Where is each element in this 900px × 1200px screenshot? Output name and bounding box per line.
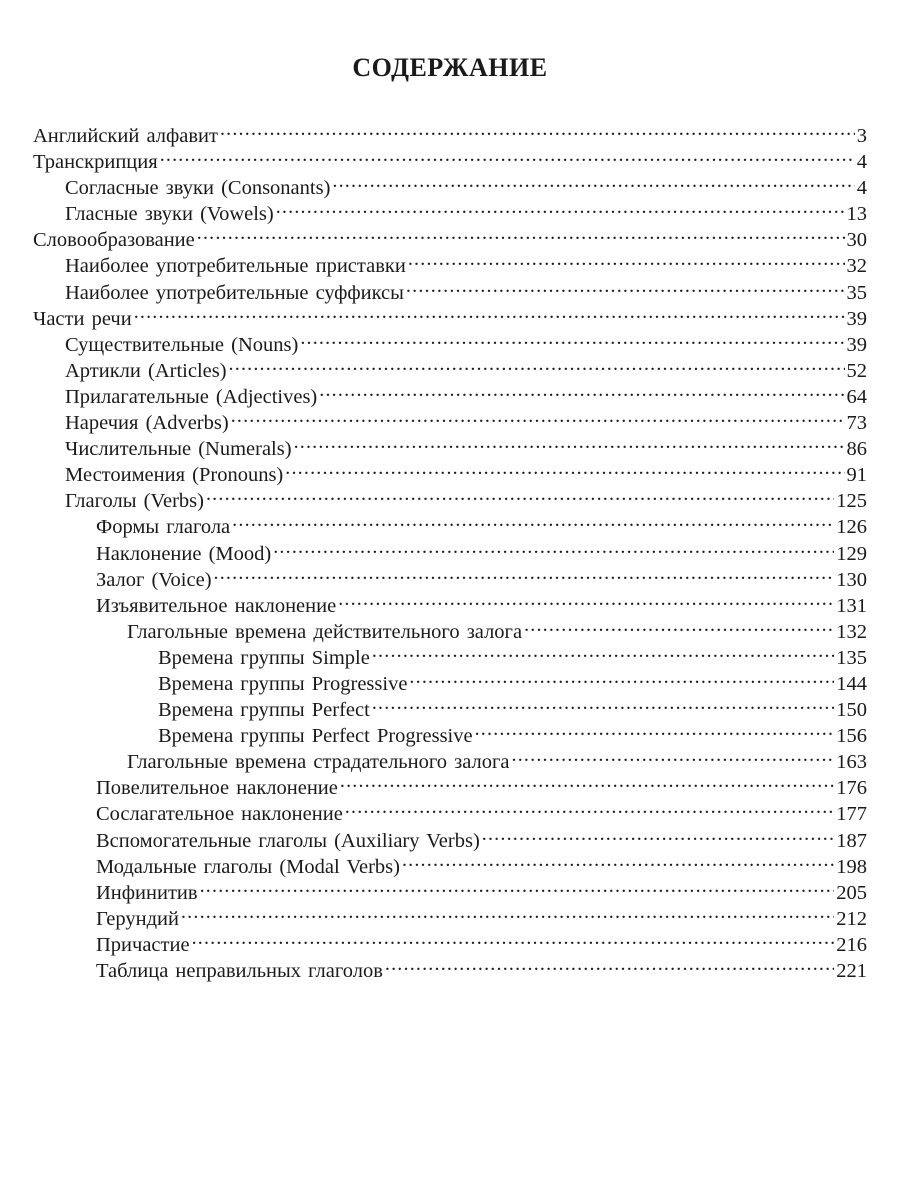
toc-entry-title: Местоимения (Pronouns) bbox=[65, 464, 284, 487]
dot-leader bbox=[181, 899, 834, 925]
toc-entry-page: 13 bbox=[846, 203, 867, 226]
toc-entry-page: 125 bbox=[836, 490, 867, 513]
toc-entry-page: 35 bbox=[846, 281, 867, 304]
dot-leader bbox=[285, 455, 844, 481]
toc-entry-title: Словообразование bbox=[33, 229, 195, 252]
toc-entry-title: Времена группы Progressive bbox=[158, 672, 408, 695]
dot-leader bbox=[372, 638, 834, 664]
toc-entry-page: 187 bbox=[836, 829, 867, 852]
toc-entry-page: 163 bbox=[836, 751, 867, 774]
toc-entry-title: Наиболее употребительные суффиксы bbox=[65, 281, 404, 304]
dot-leader bbox=[200, 873, 835, 899]
toc-entry bbox=[33, 299, 867, 330]
toc-entry-page: 39 bbox=[846, 333, 867, 356]
toc-entry-page: 198 bbox=[836, 855, 867, 878]
toc-entry-title: Согласные звуки (Consonants) bbox=[65, 177, 331, 200]
toc-entry-page: 3 bbox=[856, 125, 867, 147]
toc-entry-page: 4 bbox=[856, 151, 867, 174]
toc-entry-title: Причастие bbox=[96, 933, 190, 956]
toc-entry bbox=[33, 116, 867, 147]
dot-leader bbox=[332, 168, 854, 194]
toc-entry-page: 221 bbox=[836, 960, 867, 982]
dot-leader bbox=[319, 377, 844, 403]
dot-leader bbox=[402, 847, 834, 873]
dot-leader bbox=[475, 716, 835, 742]
dot-leader bbox=[214, 560, 835, 586]
toc-entry-page: 212 bbox=[836, 907, 867, 930]
toc-entry-page: 144 bbox=[836, 672, 867, 695]
toc-entry-page: 131 bbox=[836, 594, 867, 617]
dot-leader bbox=[273, 534, 834, 560]
toc-entry-title: Глаголы (Verbs) bbox=[65, 490, 204, 513]
toc-entry-title: Времена группы Perfect Progressive bbox=[158, 725, 473, 748]
toc-entry-page: 39 bbox=[846, 307, 867, 330]
dot-leader bbox=[338, 586, 834, 612]
toc-entry-page: 73 bbox=[846, 412, 867, 435]
dot-leader bbox=[408, 246, 845, 272]
toc-entry-title: Герундий bbox=[96, 907, 179, 930]
dot-leader bbox=[345, 794, 834, 820]
toc-entry-page: 30 bbox=[846, 229, 867, 252]
dot-leader bbox=[300, 325, 844, 351]
dot-leader bbox=[482, 821, 834, 847]
toc-entry-title: Транскрипция bbox=[33, 151, 158, 174]
toc-entry-title: Глагольные времена действительного залога bbox=[127, 620, 523, 643]
toc-entry-title: Таблица неправильных глаголов bbox=[96, 960, 383, 982]
toc-entry-page: 64 bbox=[846, 385, 867, 408]
toc-entry-page: 91 bbox=[846, 464, 867, 487]
dot-leader bbox=[197, 220, 845, 246]
toc-entry-page: 156 bbox=[836, 725, 867, 748]
toc-entry-page: 176 bbox=[836, 777, 867, 800]
dot-leader bbox=[385, 951, 834, 977]
toc-entry-title: Наклонение (Mood) bbox=[96, 542, 272, 565]
toc-entry-title: Сослагательное наклонение bbox=[96, 803, 343, 826]
dot-leader bbox=[340, 768, 834, 794]
toc-entry-title: Английский алфавит bbox=[33, 125, 218, 147]
toc-entry-page: 135 bbox=[836, 646, 867, 669]
dot-leader bbox=[220, 116, 855, 142]
toc-entry bbox=[33, 325, 867, 356]
toc-entry-page: 132 bbox=[836, 620, 867, 643]
toc-entry-title: Инфинитив bbox=[96, 881, 198, 904]
dot-leader bbox=[512, 742, 835, 768]
toc-entry-title: Наиболее употребительные приставки bbox=[65, 255, 406, 278]
toc-entry-title: Гласные звуки (Vowels) bbox=[65, 203, 274, 226]
toc-entry-title: Повелительное наклонение bbox=[96, 777, 338, 800]
toc-entry-title: Времена группы Simple bbox=[158, 646, 370, 669]
dot-leader bbox=[192, 925, 835, 951]
toc-entry-title: Существительные (Nouns) bbox=[65, 333, 299, 356]
toc-entry-page: 129 bbox=[836, 542, 867, 565]
dot-leader bbox=[406, 273, 845, 299]
dot-leader bbox=[231, 403, 845, 429]
dot-leader bbox=[409, 664, 834, 690]
toc-entry-title: Глагольные времена страдательного залога bbox=[127, 751, 510, 774]
toc-entry-title: Вспомогательные глаголы (Auxiliary Verbs) bbox=[96, 829, 480, 852]
toc-entry bbox=[33, 168, 867, 200]
page-title: СОДЕРЖАНИЕ bbox=[352, 53, 548, 82]
dot-leader bbox=[206, 481, 834, 507]
toc-entry-title: Формы глагола bbox=[96, 516, 231, 539]
dot-leader bbox=[524, 612, 834, 638]
dot-leader bbox=[276, 194, 845, 220]
toc-entry-title: Модальные глаголы (Modal Verbs) bbox=[96, 855, 400, 878]
toc-entry-page: 4 bbox=[856, 177, 867, 200]
toc-entry-page: 52 bbox=[846, 359, 867, 382]
toc-entry-page: 32 bbox=[846, 255, 867, 278]
toc-entry-page: 216 bbox=[836, 933, 867, 956]
toc-entry-title: Части речи bbox=[33, 307, 132, 330]
toc-entry-title: Прилагательные (Adjectives) bbox=[65, 385, 318, 408]
dot-leader bbox=[232, 507, 834, 533]
dot-leader bbox=[160, 142, 855, 168]
toc-entry-page: 177 bbox=[836, 803, 867, 826]
toc-entry-page: 205 bbox=[836, 881, 867, 904]
toc-entry-title: Числительные (Numerals) bbox=[65, 438, 292, 461]
dot-leader bbox=[294, 429, 845, 455]
toc-entry-title: Времена группы Perfect bbox=[158, 699, 370, 722]
toc-entry-page: 126 bbox=[836, 516, 867, 539]
dot-leader bbox=[372, 690, 834, 716]
table-of-contents bbox=[33, 116, 867, 982]
dot-leader bbox=[229, 351, 845, 377]
dot-leader bbox=[134, 299, 845, 325]
toc-entry-title: Залог (Voice) bbox=[96, 568, 212, 591]
toc-entry-page: 86 bbox=[846, 438, 867, 461]
toc-entry-title: Артикли (Articles) bbox=[65, 359, 227, 382]
toc-entry-title: Изъявительное наклонение bbox=[96, 594, 337, 617]
toc-entry-title: Наречия (Adverbs) bbox=[65, 412, 229, 435]
toc-entry-page: 150 bbox=[836, 699, 867, 722]
toc-entry-page: 130 bbox=[836, 568, 867, 591]
